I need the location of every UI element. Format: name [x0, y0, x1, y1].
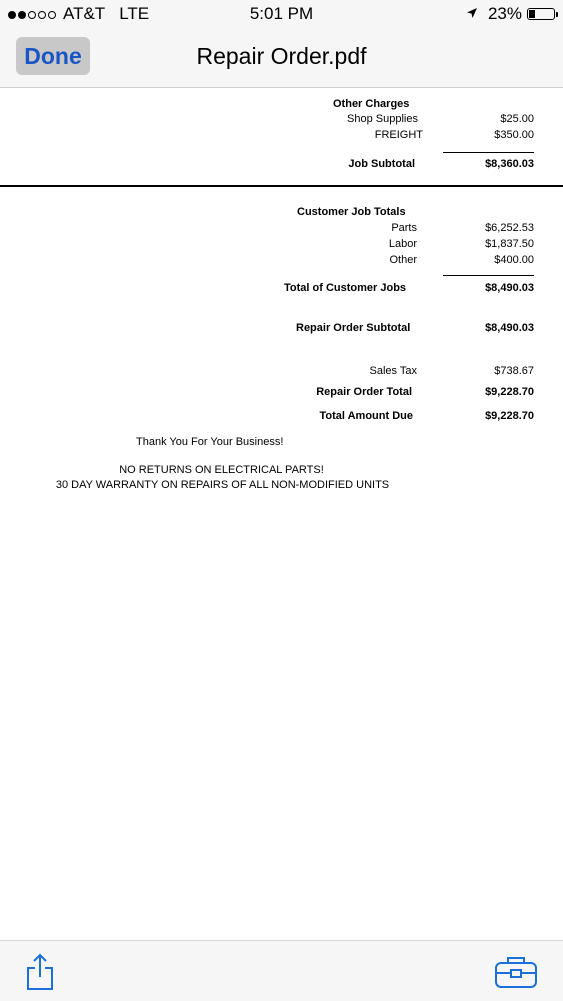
toolbox-icon: [493, 954, 539, 990]
sales-tax-label: Sales Tax: [369, 365, 417, 377]
done-button[interactable]: Done: [16, 37, 90, 75]
customer-total-rule: [443, 275, 534, 276]
share-icon: [24, 952, 56, 992]
sales-tax-value: $738.67: [494, 365, 534, 377]
repair-order-subtotal-label: Repair Order Subtotal: [296, 322, 411, 334]
carrier-name: AT&T: [63, 4, 106, 23]
status-bar: [0, 0, 563, 30]
returns-notice: NO RETURNS ON ELECTRICAL PARTS!: [119, 464, 324, 476]
toolbox-button[interactable]: [493, 954, 539, 990]
pdf-page: [0, 88, 563, 940]
parts-value: $6,252.53: [485, 222, 534, 234]
freight-value: $350.00: [494, 129, 534, 141]
total-amount-due-value: $9,228.70: [485, 410, 534, 422]
job-subtotal-label: Job Subtotal: [348, 158, 415, 170]
status-right: [466, 4, 555, 24]
job-subtotal-value: $8,360.03: [485, 158, 534, 170]
repair-order-total-value: $9,228.70: [485, 386, 534, 398]
labor-label: Labor: [388, 238, 417, 250]
labor-value: $1,837.50: [485, 238, 534, 250]
total-amount-due-label: Total Amount Due: [319, 410, 413, 422]
other-label: Other: [389, 254, 417, 266]
document-title: Repair Order.pdf: [196, 43, 367, 69]
shop-supplies-value: $25.00: [500, 113, 534, 125]
parts-label: Parts: [391, 222, 417, 234]
share-button[interactable]: [24, 952, 56, 992]
subtotal-rule: [443, 152, 534, 153]
repair-order-total-label: Repair Order Total: [316, 386, 412, 398]
network-type: LTE: [119, 4, 150, 23]
customer-job-totals-heading: Customer Job Totals: [297, 206, 406, 218]
total-customer-jobs-label: Total of Customer Jobs: [284, 282, 407, 294]
navigation-bar: [0, 30, 563, 88]
battery-percent: 23%: [487, 4, 522, 23]
thank-you-note: Thank You For Your Business!: [136, 436, 284, 448]
battery-icon: [527, 8, 555, 20]
location-arrow-icon: [466, 4, 478, 24]
section-divider: [0, 185, 563, 187]
bottom-toolbar: [0, 940, 563, 1001]
other-value: $400.00: [494, 254, 534, 266]
other-charges-heading: Other Charges: [333, 98, 410, 110]
repair-order-subtotal-value: $8,490.03: [485, 322, 534, 334]
freight-label: FREIGHT: [374, 129, 423, 141]
warranty-notice: 30 DAY WARRANTY ON REPAIRS OF ALL NON-MODIFIED UNITS: [55, 479, 390, 491]
status-time: 5:01 PM: [249, 4, 314, 23]
total-customer-jobs-value: $8,490.03: [485, 282, 534, 294]
shop-supplies-label: Shop Supplies: [347, 113, 418, 125]
